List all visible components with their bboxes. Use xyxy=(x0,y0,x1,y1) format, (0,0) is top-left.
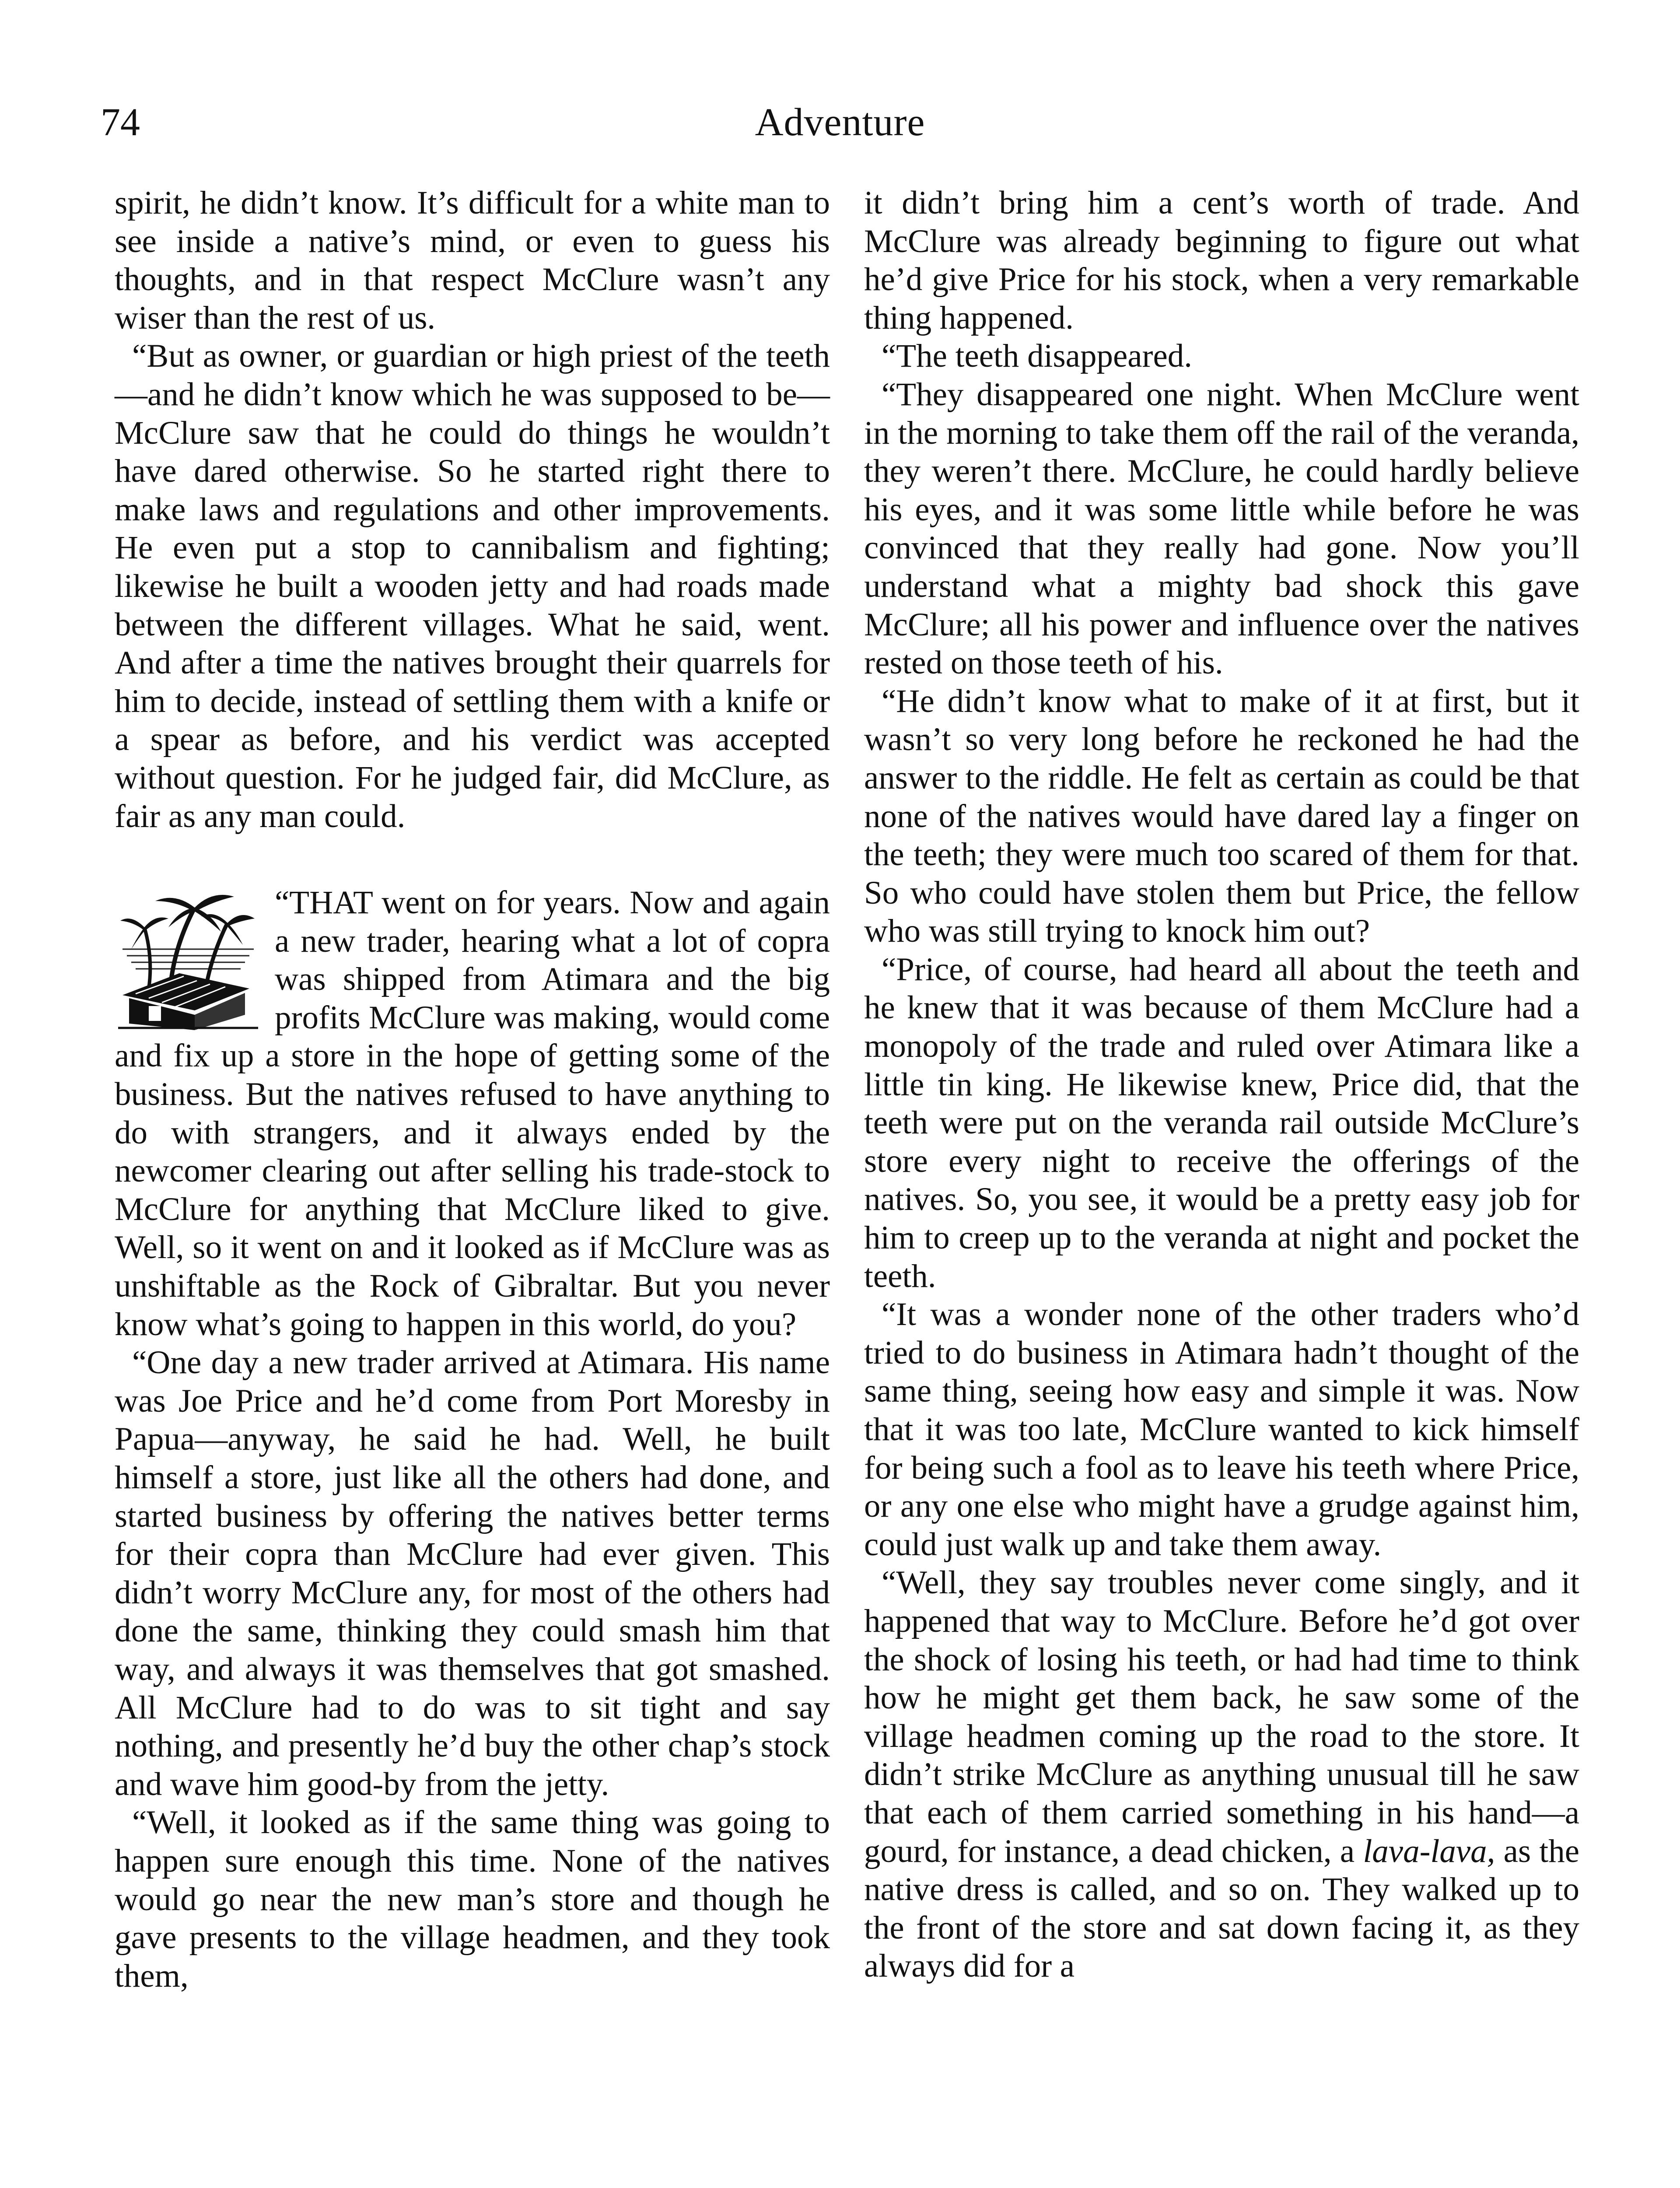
paragraph: “They disappeared one night. When McClure went in the morning to take them off the rail of the veranda, they weren’t there. McClure, he could hardly believe his eyes, and it was some little while before he was convinced that they really had gone. Now you’ll understand what a mighty bad shock this gave McClure; all his power and influence over the natives rested on those teeth of his. xyxy=(864,376,1579,681)
paragraph: “Well, it looked as if the same thing was going to happen sure enough this time. None of the natives would go near the new man’s store and though he gave presents to the village headmen, and they took them, xyxy=(115,1804,830,1994)
paragraph-text: as the native dress is called, and so on. They walked up to the front of the store and sat down facing it, as they always did for a xyxy=(864,1833,1579,1985)
island-hut-palm-icon xyxy=(118,884,258,1030)
paragraph: “But as owner, or guardian or high priest of the teeth—and he didn’t know which he was supposed to be—McClure saw that he could do things he wouldn’t have dared otherwise. So he started right there to make laws and regulations and other improvements. He even put a stop to cannibalism and fighting; likewise he built a wooden jetty and had roads made between the different villages. What he said, went. And after a time the natives brought their quarrels for him to decide, instead of settling them with a knife or a spear as before, and his verdict was accepted without question. For he judged fair, did McClure, as fair as any man could. xyxy=(115,338,830,835)
paragraph-text: “Well, they say troubles never come singly, and it happened that way to McClure. Before he’d got over the shock of losing his teeth, or had had time to think how he might get them back, he saw some of the village headmen coming up the road to the store. It didn’t strike McClure as anything unusual till he saw that each of them carried something in his hand—a gourd, for instance, a dead chicken, a xyxy=(864,1564,1579,1869)
section-break xyxy=(115,835,830,884)
italic-term: lava-lava, xyxy=(1363,1833,1495,1869)
page-header xyxy=(101,92,1579,153)
paragraph xyxy=(864,1564,1579,1985)
paragraph: “One day a new trader arrived at Atimara. His name was Joe Price and he’d come from Port Moresby in Papua—anyway, he said he had. Well, he built himself a store, just like all the others had done, and started business by offering the natives better terms for their copra than McClure had ever given. This didn’t worry McClure any, for most of the others had done the same, thinking they could smash him that way, and always it was themselves that got smashed. All McClure had to do was to sit tight and say nothing, and presently he’d buy the other chap’s stock and wave him good-by from the jetty. xyxy=(115,1344,830,1802)
paragraph: it didn’t bring him a cent’s worth of trade. And McClure was already beginning to figure out what he’d give Price for his stock, when a very remarkable thing happened. xyxy=(864,185,1579,336)
paragraph: “The teeth disappeared. xyxy=(882,338,1193,375)
paragraph: “He didn’t know what to make of it at first, but it wasn’t so very long before he reckoned he had the answer to the riddle. He felt as certain as could be that none of the natives would have dared lay a finger on the teeth; they were much too scared of them for that. So who could have stolen them but Price, the fellow who was still trying to knock him out? xyxy=(864,683,1579,950)
right-column xyxy=(864,184,1579,1985)
paragraph: “It was a wonder none of the other traders who’d tried to do business in Atimara hadn’t thought of the same thing, seeing how easy and simple it was. Now that it was too late, McClure wanted to kick himself for being such a fool as to leave his teeth where Price, or any one else who might have a grudge against him, could just walk up and take them away. xyxy=(864,1296,1579,1563)
paragraph: spirit, he didn’t know. It’s difficult for a white man to see inside a native’s mind, or even to guess his thoughts, and in that respect McClure wasn’t any wiser than the rest of us. xyxy=(115,185,830,336)
left-column xyxy=(115,184,830,1995)
paragraph: “Price, of course, had heard all about the teeth and he knew that it was because of them McClure had a monopoly of the trade and ruled over Atimara like a little tin king. He likewise knew, Price did, that the teeth were put on the veranda rail outside McClure’s store every night to receive the offerings of the natives. So, you see, it would be a pretty easy job for him to creep up to the veranda at night and pocket the teeth. xyxy=(864,951,1579,1294)
running-head: Adventure xyxy=(755,101,925,144)
paragraph: “THAT went on for years. Now and again a new trader, hearing what a lot of copra was shipped from Atimara and the big profits McClure was making, would come and fix up a store in the hope of getting some of the business. But the natives refused to have anything to do with strangers, and it always ended by the newcomer clearing out after selling his trade-stock to McClure for anything that McClure liked to give. Well, so it went on and it looked as if McClure was as unshiftable as the Rock of Gibraltar. But you never know what’s going to happen in this world, do you? xyxy=(115,884,830,1343)
page-number: 74 xyxy=(101,101,140,144)
